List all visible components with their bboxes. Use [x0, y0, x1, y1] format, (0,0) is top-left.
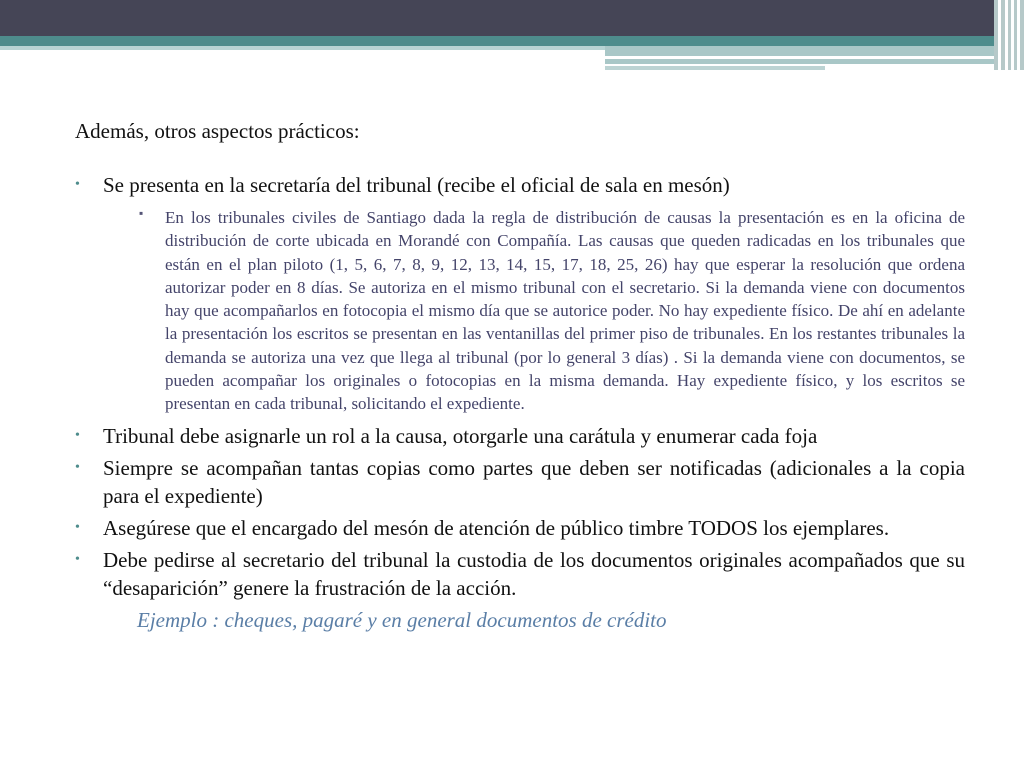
header-accent-bar: [605, 66, 825, 70]
header-dark-band: [0, 0, 1024, 36]
bullet-item: [75, 454, 965, 510]
bullet-dot-icon: •: [75, 427, 80, 443]
slide-header-decoration: [0, 0, 1024, 70]
sub-bullet-item: [75, 206, 965, 416]
bullet-text: Debe pedirse al secretario del tribunal la custodia de los documentos originales acompañados que su “desaparición” genere la frustración de la acción.: [103, 547, 965, 600]
header-accent-bar: [828, 56, 948, 59]
bullet-text: Se presenta en la secretaría del tribunal (recibe el oficial de sala en mesón): [103, 173, 730, 197]
bullet-list: [75, 422, 965, 602]
bullet-text: Tribunal debe asignarle un rol a la causa, otorgarle una carátula y enumerar cada foja: [103, 423, 818, 448]
header-accent-bar: [605, 59, 1000, 64]
header-vertical-lines: [994, 0, 1024, 70]
example-note: Ejemplo : cheques, pagaré y en general documentos de crédito: [137, 607, 667, 632]
bullet-dot-icon: •: [75, 519, 80, 535]
header-light-band: [0, 46, 605, 50]
intro-heading: Además, otros aspectos prácticos:: [75, 119, 360, 143]
bullet-dot-icon: •: [75, 551, 80, 567]
bullet-item: [75, 546, 965, 602]
header-accent-bar: [605, 46, 1000, 56]
header-teal-band: [0, 36, 1024, 46]
bullet-item: [75, 422, 965, 450]
slide-content: [75, 116, 965, 634]
sub-bullet-icon: ▪: [139, 206, 144, 220]
bullet-text: Asegúrese que el encargado del mesón de atención de público timbre TODOS los ejemplares.: [103, 515, 890, 540]
bullet-dot-icon: •: [75, 459, 80, 475]
bullet-dot-icon: •: [75, 177, 80, 192]
sub-bullet-text: En los tribunales civiles de Santiago dada la regla de distribución de causas la presentación es en la oficina de distribución de corte ubicada en Morandé con Compañía. Las causas que queden radicadas en los tribunales que están en el plan piloto (1, 5, 6, 7, 8, 9, 12, 13, 14, 15, 17, 18, 25, 26) hay que esperar la resolución que ordena autorizar poder en 8 días. Se autoriza en el mismo tribunal con el secretario. Si la demanda viene con documentos hay que acompañarlos en fotocopia el mismo día que se autorice poder. No hay expediente físico. De ahí en adelante la presentación los escritos se presentan en las ventanillas del primer piso de tribunales. En los restantes tribunales la demanda se autoriza una vez que llega al tribunal (por lo general 3 días) . Si la demanda viene con documentos, se pueden acompañar los originales o fotocopias en la misma demanda. Hay expediente físico, y los escritos se presentan en cada tribunal, solicitando el expediente.: [165, 208, 965, 414]
bullet-list: [75, 170, 965, 200]
bullet-item: [75, 170, 965, 200]
bullet-item: [75, 514, 965, 542]
bullet-text: Siempre se acompañan tantas copias como partes que deben ser notificadas (adicionales a la copia para el expediente): [103, 455, 965, 508]
